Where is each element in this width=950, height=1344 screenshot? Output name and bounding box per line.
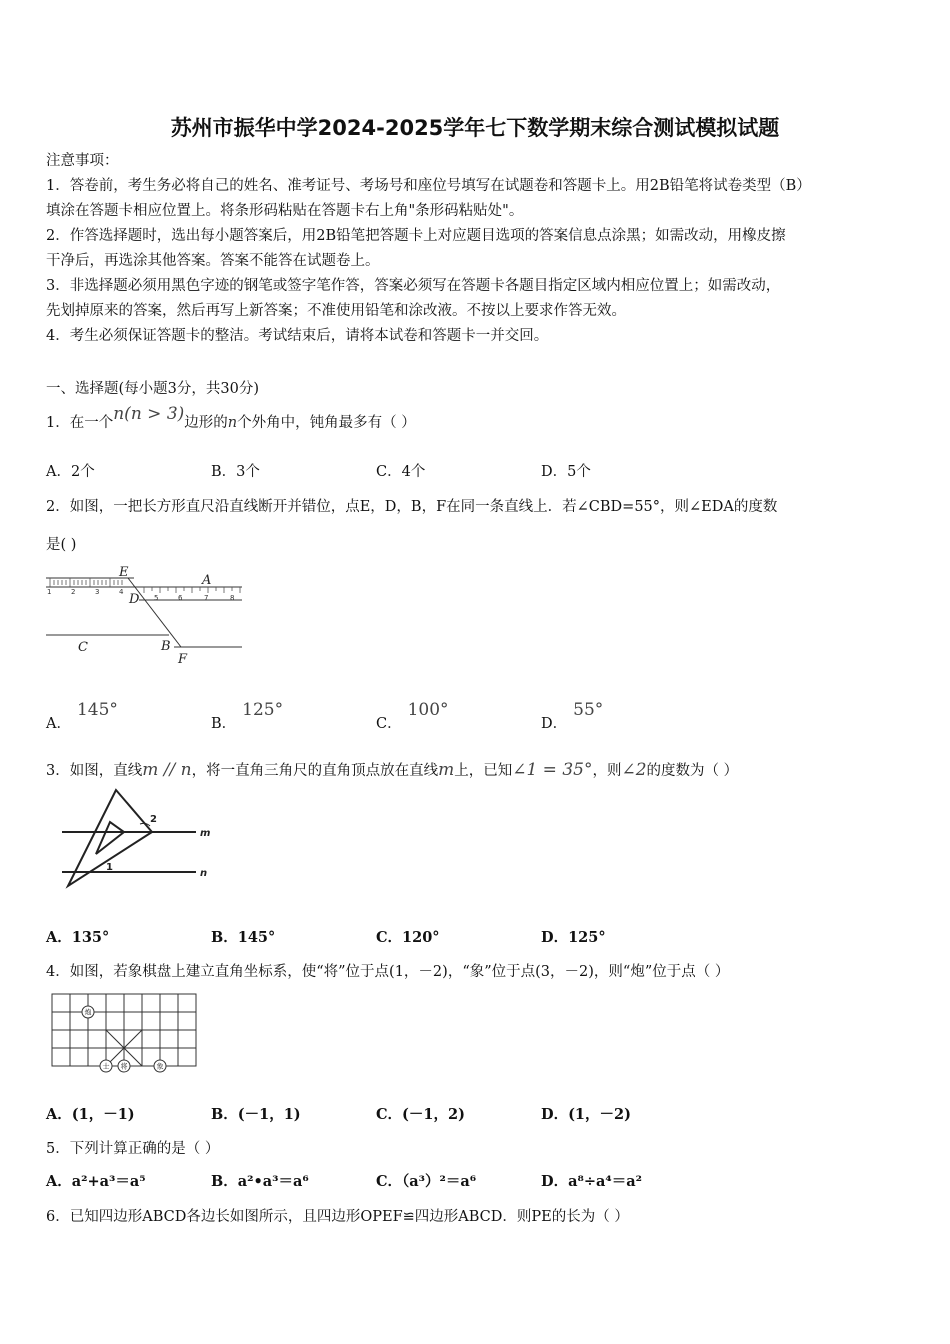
q4-option-a[interactable]: A．(1，－1) (46, 1106, 135, 1123)
option-value: 145° (76, 700, 118, 720)
line-label-m: m (200, 828, 211, 839)
notice-line: 干净后，再选涂其他答案。答案不能答在试题卷上。 (46, 253, 380, 269)
option-letter: B． (211, 716, 237, 732)
ruler-tick-label: 2 (71, 588, 76, 596)
q3-text: 的度数为（ ） (646, 763, 739, 779)
ruler-tick-label: 3 (95, 588, 100, 596)
triangle-ruler-figure (58, 786, 218, 894)
q5-option-d[interactable]: D．a⁸÷a⁴＝a² (541, 1173, 642, 1190)
notice-line: 1．答卷前，考生务必将自己的姓名、准考证号、考场号和座位号填写在试题卷和答题卡上。用2B铅笔将试卷类型（B） (46, 178, 811, 194)
notice-line: 先划掉原来的答案，然后再写上新答案；不准使用铅笔和涂改液。不按以上要求作答无效。 (46, 303, 626, 319)
q3-math: ∠1 = 35° (512, 760, 593, 780)
question-1 (46, 404, 416, 432)
q5-option-c[interactable]: C．（a³）²＝a⁶ (376, 1173, 477, 1190)
option-letter: C． (376, 716, 402, 732)
option-letter: D． (541, 716, 568, 732)
q4-option-d[interactable]: D．(1，－2) (541, 1106, 631, 1123)
q5-option-a[interactable]: A．a²+a³＝a⁵ (46, 1173, 146, 1190)
notice-line: 4．考生必须保证答题卡的整洁。考试结束后，请将本试卷和答题卡一并交回。 (46, 328, 549, 344)
q1-option-b[interactable]: B．3个 (211, 464, 260, 480)
question-2: 2．如图，一把长方形直尺沿直线断开并错位，点E，D，B，F在同一条直线上．若∠CBD=55°，则∠EDA的度数 (46, 499, 778, 515)
ruler-tick-label: 8 (230, 594, 235, 602)
angle-label-2: 2 (150, 814, 157, 825)
q1-text: 1．在一个 (46, 415, 114, 431)
q1-text: 个外角中，钝角最多有（ ） (237, 415, 416, 431)
question-6: 6．已知四边形ABCD各边长如图所示，且四边形OPEF≌四边形ABCD．则PE的长为（ ） (46, 1209, 629, 1225)
q3-option-b[interactable]: B．145° (211, 929, 276, 946)
q2-option-b[interactable] (211, 700, 284, 733)
piece-jiang-label: 将 (120, 1062, 128, 1071)
q3-math: ∠2 (621, 760, 647, 780)
notice-heading: 注意事项： (46, 153, 119, 169)
q1-math: n(n > 3) (113, 404, 185, 424)
page-title: 苏州市振华中学2024-2025学年七下数学期末综合测试模拟试题 (170, 116, 780, 140)
notice-line: 3．非选择题必须用黑色字迹的钢笔或签字笔作答，答案必须写在答题卡各题目指定区域内相应位置上；如需改动， (46, 278, 781, 294)
notice-block (46, 149, 916, 349)
piece-xiang-label: 象 (156, 1062, 164, 1071)
notice-line: 2．作答选择题时，选出每小题答案后，用2B铅笔把答题卡上对应题目选项的答案信息点涂黑；如需改动，用橡皮擦 (46, 228, 786, 244)
point-label-c: C (78, 640, 88, 655)
q2-option-d[interactable] (541, 700, 604, 733)
question-3 (46, 759, 738, 780)
option-letter: A． (46, 716, 71, 732)
triangle-inner (96, 822, 124, 854)
line-label-n: n (200, 868, 208, 879)
option-value: 125° (242, 700, 284, 720)
piece-shi-label: 士 (102, 1062, 110, 1071)
break-line (128, 578, 181, 647)
question-4: 4．如图，若象棋盘上建立直角坐标系，使“将”位于点(1，－2)，“象”位于点(3，－2)，则“炮”位于点（ ） (46, 964, 730, 980)
q3-math: m (438, 760, 455, 780)
ruler-figure (44, 563, 249, 668)
q3-option-c[interactable]: C．120° (376, 929, 440, 946)
point-label-b: B (161, 639, 171, 654)
option-value: 100° (407, 700, 449, 720)
angle-label-1: 1 (106, 862, 113, 873)
q4-option-c[interactable]: C．(－1，2) (376, 1106, 465, 1123)
q4-option-b[interactable]: B．(－1，1) (211, 1106, 301, 1123)
chessboard-figure (50, 992, 200, 1076)
ruler-tick-label: 1 (47, 588, 52, 596)
q3-option-d[interactable]: D．125° (541, 929, 606, 946)
point-label-e: E (119, 565, 129, 580)
ruler-tick-label: 4 (119, 588, 124, 596)
q3-text: ，则 (592, 763, 622, 779)
question-5: 5．下列计算正确的是（ ） (46, 1141, 220, 1157)
q1-option-c[interactable]: C．4个 (376, 464, 426, 480)
point-label-d: D (129, 592, 140, 607)
q1-option-a[interactable]: A．2个 (46, 464, 95, 480)
point-label-f: F (178, 652, 188, 667)
q1-text: 边形的 (184, 415, 228, 431)
q1-option-d[interactable]: D．5个 (541, 464, 591, 480)
q3-text: 3．如图，直线 (46, 763, 143, 779)
ruler-tick-label: 5 (154, 594, 159, 602)
section-heading: 一、选择题(每小题3分，共30分) (46, 381, 259, 397)
q1-math: n (227, 415, 238, 431)
q3-option-a[interactable]: A．135° (46, 929, 110, 946)
q3-math: m // n (142, 760, 192, 780)
q3-text: 上，已知 (454, 763, 513, 779)
q5-option-b[interactable]: B．a²•a³＝a⁶ (211, 1173, 309, 1190)
ruler-tick-label: 7 (204, 594, 209, 602)
point-label-a: A (202, 573, 212, 588)
option-value: 55° (573, 700, 604, 720)
q2-option-c[interactable] (376, 700, 449, 733)
q3-text: ，将一直角三角尺的直角顶点放在直线 (191, 763, 439, 779)
q2-option-a[interactable] (46, 700, 118, 733)
notice-line: 填涂在答题卡相应位置上。将条形码粘贴在答题卡右上角"条形码粘贴处"。 (46, 203, 524, 219)
ruler-tick-label: 6 (178, 594, 183, 602)
piece-pao-label: 炮 (84, 1008, 92, 1017)
question-2-cont: 是( ) (46, 537, 77, 553)
